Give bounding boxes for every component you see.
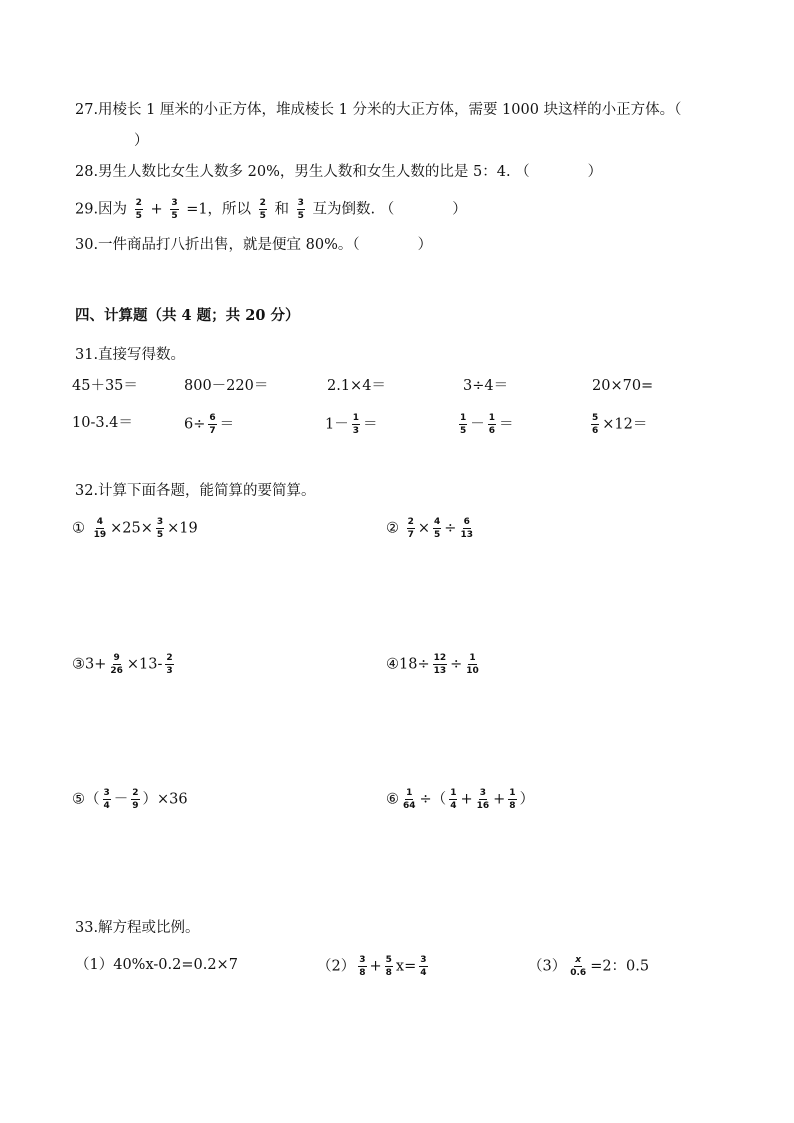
fraction: $\frac{3}{5}$ (297, 198, 304, 221)
q31-item-9: $\frac{1}{5}$ － $\frac{1}{6}$ ＝ (460, 413, 514, 436)
fraction: $\frac{3}{8}$ (359, 955, 366, 978)
fraction: $\frac{3}{5}$ (171, 198, 178, 221)
q32-problem-4: ④18÷ $\frac{12}{13}$ ÷ $\frac{1}{10}$ (386, 653, 479, 676)
q32-problem-1: ① $\frac{4}{19}$ ×25× $\frac{3}{5}$ ×19 (72, 517, 198, 540)
fraction: $\frac{3}{5}$ (156, 517, 164, 540)
fraction: $\frac{x}{0.6}$ (570, 955, 587, 978)
question-32-title: 32.计算下面各题，能简算的要简算。 (75, 483, 316, 499)
fraction: $\frac{2}{9}$ (132, 788, 139, 811)
q31-item-8: 1－ $\frac{1}{3}$ ＝ (325, 413, 378, 436)
question-27 (75, 100, 681, 120)
question-31-title: 31.直接写得数。 (75, 347, 186, 363)
q31-item-4: 3÷4＝ (463, 378, 509, 394)
q31-item-7: 6÷ $\frac{6}{7}$ ＝ (184, 413, 235, 436)
fraction: $\frac{1}{4}$ (450, 788, 457, 811)
q31-item-6: 10-3.4＝ (72, 415, 133, 431)
fraction: $\frac{2}{3}$ (166, 653, 173, 676)
q31-item-1: 45＋35＝ (72, 378, 138, 394)
fraction: $\frac{1}{6}$ (488, 413, 496, 436)
q32-problem-3: ③3+ $\frac{9}{26}$ ×13- $\frac{2}{3}$ (72, 653, 173, 676)
section-heading: 四、计算题（共 4 题；共 20 分） (75, 307, 300, 324)
q33-equation-2: （2） $\frac{3}{8}$ + $\frac{5}{8}$ x= $\frac{3}{4}$ (317, 955, 427, 978)
fraction: $\frac{1}{5}$ (460, 413, 467, 436)
fraction: $\frac{2}{7}$ (407, 517, 414, 540)
q32-problem-5: ⑤（ $\frac{3}{4}$ － $\frac{2}{9}$ ）×36 (72, 788, 188, 811)
fraction: $\frac{3}{4}$ (420, 955, 427, 978)
question-28-text: 28.男生人数比女生人数多 20%，男生人数和女生人数的比是 5：4. （ ） (75, 164, 603, 180)
fraction: $\frac{12}{13}$ (433, 653, 447, 676)
question-33-title: 33.解方程或比例。 (75, 920, 200, 936)
q33-equation-3: （3） $\frac{x}{0.6}$ =2：0.5 (528, 955, 650, 978)
question-27-text: 27.用棱长 1 厘米的小正方体，堆成棱长 1 分米的大正方体，需要 1000 块这样的小正方体。（ (75, 102, 682, 118)
q33-equation-1: （1）40%x-0.2=0.2×7 (75, 957, 238, 973)
fraction: $\frac{4}{19}$ (93, 517, 107, 540)
q32-problem-6: ⑥ $\frac{1}{64}$ ÷（ $\frac{1}{4}$ + $\frac{3}{16}$ + $\frac{1}{8}$ ） (386, 788, 535, 811)
fraction: $\frac{2}{5}$ (135, 198, 142, 221)
question-28 (75, 162, 602, 182)
question-29: 29.因为 $\frac{2}{5}$ + $\frac{3}{5}$ =1，所以 $\frac{2}{5}$ 和 $\frac{3}{5}$ 互为倒数. （ ） (75, 198, 467, 221)
fraction: $\frac{1}{10}$ (466, 653, 479, 676)
fraction: $\frac{1}{8}$ (509, 788, 516, 811)
fraction: $\frac{4}{5}$ (434, 517, 441, 540)
fraction: $\frac{3}{4}$ (103, 788, 110, 811)
fraction: $\frac{1}{3}$ (352, 413, 359, 436)
fraction: $\frac{2}{5}$ (259, 198, 266, 221)
q31-item-3: 2.1×4＝ (327, 378, 386, 394)
q32-problem-2: ② $\frac{2}{7}$ × $\frac{4}{5}$ ÷ $\frac{6}{13}$ (386, 517, 473, 540)
fraction: $\frac{1}{64}$ (403, 788, 416, 811)
q31-item-5: 20×70= (592, 378, 654, 394)
fraction: $\frac{5}{6}$ (592, 413, 599, 436)
fraction: $\frac{3}{16}$ (476, 788, 490, 811)
question-27-answer-paren: ） (134, 133, 149, 149)
fraction: $\frac{6}{7}$ (209, 413, 216, 436)
q31-item-10: $\frac{5}{6}$ ×12＝ (592, 413, 648, 436)
question-30-text: 30.一件商品打八折出售，就是便宜 80%。（ ） (75, 237, 433, 253)
fraction: $\frac{5}{8}$ (385, 955, 392, 978)
fraction: $\frac{6}{13}$ (460, 517, 473, 540)
fraction: $\frac{9}{26}$ (110, 653, 123, 676)
question-30 (75, 235, 432, 255)
q31-item-2: 800－220＝ (184, 378, 269, 394)
